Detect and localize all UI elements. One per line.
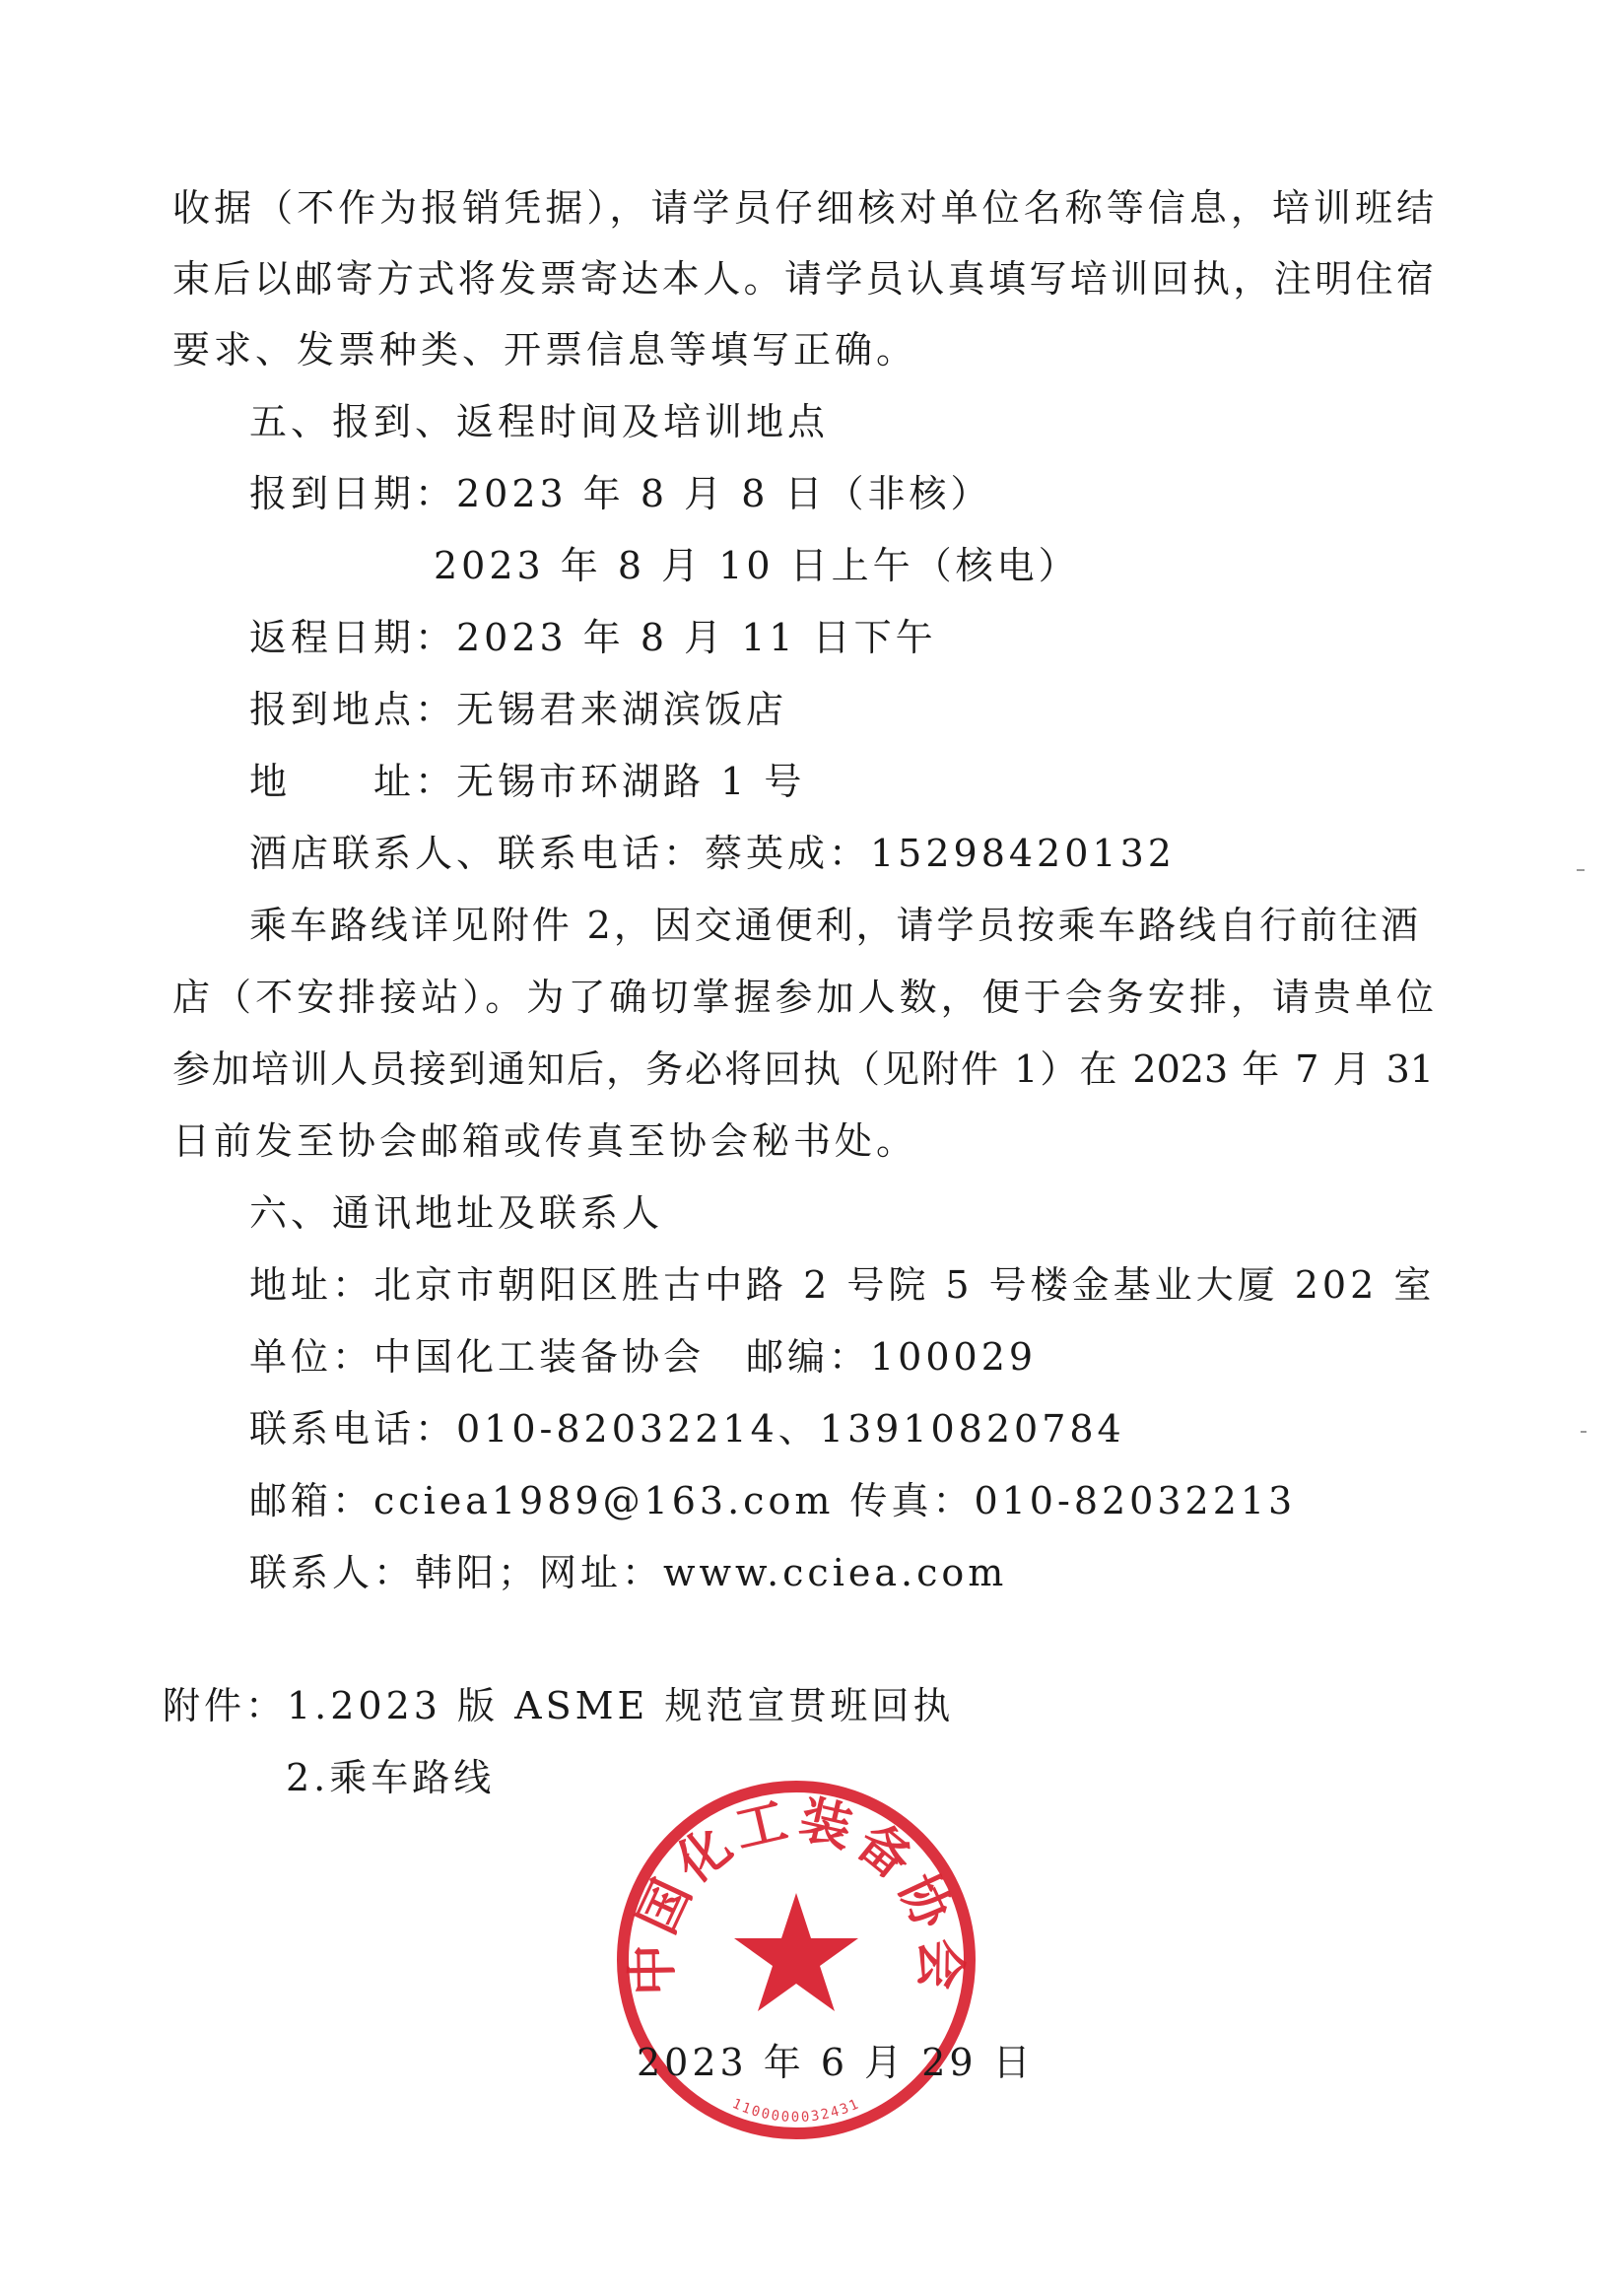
paragraph-line: 乘车路线详见附件 2，因交通便利，请学员按乘车路线自行前往酒 (249, 904, 1418, 947)
checkin-place: 报到地点：无锡君来湖滨饭店 (249, 688, 788, 731)
hotel-address: 地 址：无锡市环湖路 1 号 (249, 760, 806, 803)
document-date: 2023 年 6 月 29 日 (637, 2041, 1035, 2084)
paragraph-line: 要求、发票种类、开票信息等填写正确。 (172, 328, 918, 371)
checkin-date-2: 2023 年 8 月 10 日上午（核电） (434, 544, 1080, 587)
contact-unit: 单位：中国化工装备协会 邮编：100029 (249, 1335, 1038, 1379)
contact-address: 地址：北京市朝阳区胜古中路 2 号院 5 号楼金基业大厦 202 室 (249, 1263, 1436, 1307)
hotel-contact: 酒店联系人、联系电话：蔡英成：15298420132 (249, 832, 1176, 875)
scan-speck (1581, 1431, 1586, 1433)
paragraph-line: 店（不安排接站）。为了确切掌握参加人数，便于会务安排，请贵单位 (172, 976, 1434, 1019)
seal-star-icon (734, 1893, 858, 2011)
attachment-item-1: 附件：1.2023 版 ASME 规范宣贯班回执 (163, 1684, 955, 1727)
paragraph-line: 收据（不作为报销凭据），请学员仔细核对单位名称等信息，培训班结 (172, 186, 1434, 230)
section-heading-6: 六、通讯地址及联系人 (249, 1191, 664, 1235)
official-seal-stamp (613, 1777, 979, 2143)
seal-serial: 1100000032431 (729, 2095, 863, 2126)
attachment-item-2: 2.乘车路线 (286, 1756, 496, 1799)
contact-phone: 联系电话：010-82032214、13910820784 (249, 1407, 1125, 1451)
scan-speck (1577, 869, 1585, 871)
paragraph-line: 参加培训人员接到通知后，务必将回执（见附件 1）在 2023 年 7 月 31 (172, 1047, 1434, 1091)
return-date: 返程日期：2023 年 8 月 11 日下午 (249, 616, 937, 659)
seal-org-name: 中国化工装备协会 (622, 1789, 971, 1996)
paragraph-line: 束后以邮寄方式将发票寄达本人。请学员认真填写培训回执，注明住宿 (172, 257, 1434, 301)
section-heading-5: 五、报到、返程时间及培训地点 (249, 400, 830, 443)
contact-email-fax: 邮箱：cciea1989@163.com 传真：010-82032213 (249, 1479, 1297, 1522)
checkin-date-1: 报到日期：2023 年 8 月 8 日（非核） (249, 472, 992, 515)
contact-person-web: 联系人：韩阳；网址：www.cciea.com (249, 1551, 1008, 1594)
paragraph-line: 日前发至协会邮箱或传真至协会秘书处。 (172, 1119, 918, 1163)
